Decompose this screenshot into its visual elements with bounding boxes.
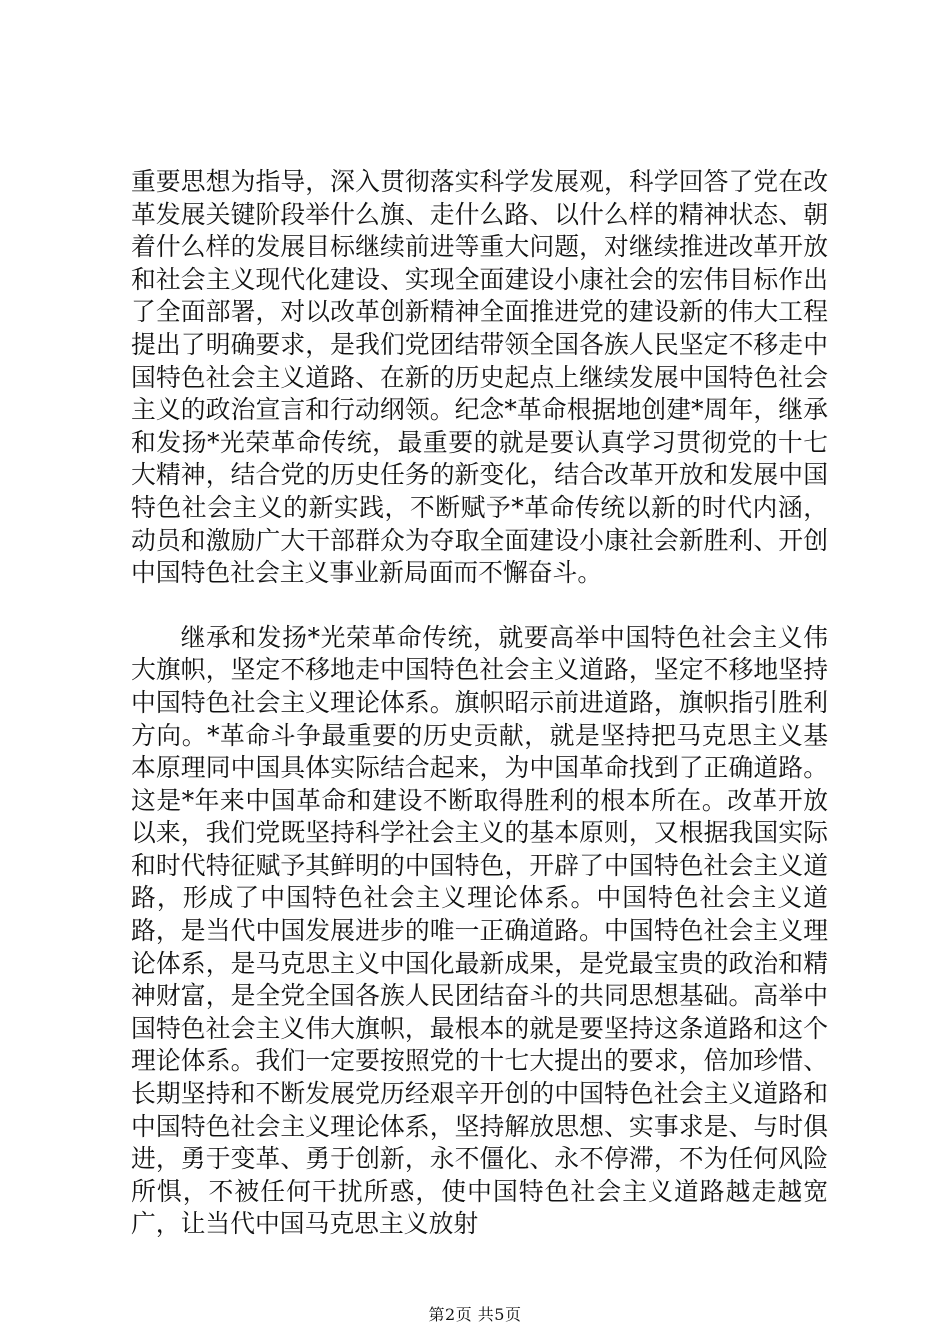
document-body bbox=[131, 166, 828, 1241]
paragraph-2: 继承和发扬*光荣革命传统，就要高举中国特色社会主义伟大旗帜，坚定不移地走中国特色社会主义道路，坚定不移地坚持中国特色社会主义理论体系。旗帜昭示前进道路，旗帜指引胜利方向。*革命斗争最重要的历史贡献，就是坚持把马克思主义基本原理同中国具体实际结合起来，为中国革命找到了正确道路。这是*年来中国革命和建设不断取得胜利的根本所在。改革开放以来，我们党既坚持科学社会主义的基本原则，又根据我国实际和时代特征赋予其鲜明的中国特色，开辟了中国特色社会主义道路，形成了中国特色社会主义理论体系。中国特色社会主义道路，是当代中国发展进步的唯一正确道路。中国特色社会主义理论体系，是马克思主义中国化最新成果，是党最宝贵的政治和精神财富，是全党全国各族人民团结奋斗的共同思想基础。高举中国特色社会主义伟大旗帜，最根本的就是要坚持这条道路和这个理论体系。我们一定要按照党的十七大提出的要求，倍加珍惜、长期坚持和不断发展党历经艰辛开创的中国特色社会主义道路和中国特色社会主义理论体系，坚持解放思想、实事求是、与时俱进，勇于变革、勇于创新，永不僵化、永不停滞，不为任何风险所惧，不被任何干扰所惑，使中国特色社会主义道路越走越宽广，让当代中国马克思主义放射 bbox=[131, 622, 828, 1239]
page-footer: 第2页 共5页 bbox=[428, 1305, 522, 1324]
paragraph-1: 重要思想为指导，深入贯彻落实科学发展观，科学回答了党在改革发展关键阶段举什么旗、走什么路、以什么样的精神状态、朝着什么样的发展目标继续前进等重大问题，对继续推进改革开放和社会主义现代化建设、实现全面建设小康社会的宏伟目标作出了全面部署，对以改革创新精神全面推进党的建设新的伟大工程提出了明确要求，是我们党团结带领全国各族人民坚定不移走中国特色社会主义道路、在新的历史起点上继续发展中国特色社会主义的政治宣言和行动纲领。纪念*革命根据地创建*周年，继承和发扬*光荣革命传统，最重要的就是要认真学习贯彻党的十七大精神，结合党的历史任务的新变化，结合改革开放和发展中国特色社会主义的新实践，不断赋予*革命传统以新的时代内涵，动员和激励广大干部群众为夺取全面建设小康社会新胜利、开创中国特色社会主义事业新局面而不懈奋斗。 bbox=[131, 167, 828, 588]
